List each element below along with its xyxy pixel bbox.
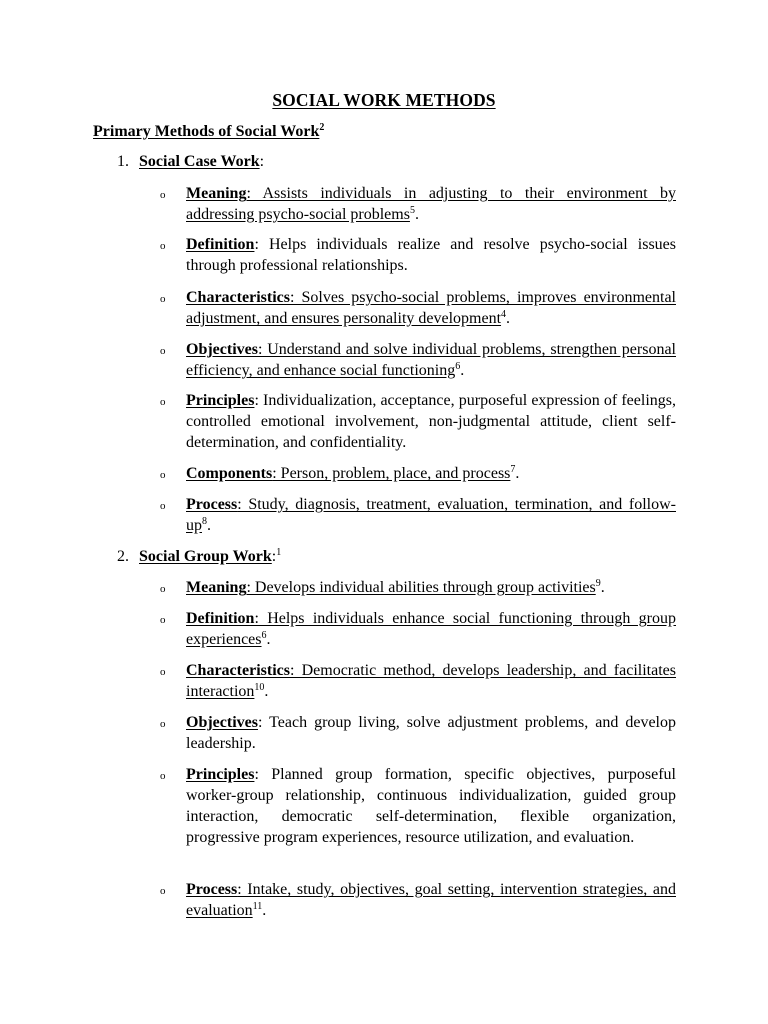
footnote-ref: 4 (501, 309, 507, 320)
footnote-ref: 5 (409, 205, 415, 216)
method-heading-2: 2. Social Group Work:$^1$ (117, 546, 281, 568)
list-item: o Principles: Planned group formation, specific objectives, purposeful worker-group relationship, continuous individualization, guided group interaction, democratic self-determination, flexible organization, progressive program experiences, resource utilization, and evaluation. (160, 766, 676, 846)
method-number: 1. (117, 153, 129, 170)
footnote-ref: 7 (510, 464, 516, 475)
bullet-marker: o (160, 614, 166, 626)
list-item: o Definition: Helps individuals realize and resolve psycho-social issues through professional relationships. (160, 236, 676, 274)
list-item: o Process: Study, diagnosis, treatment, evaluation, termination, and follow-$up^8$. (160, 496, 676, 534)
list-item: o Characteristics: Democratic method, develops leadership, and facilitates interaction$^{10}$. (160, 662, 676, 700)
footnote-ref: 2 (319, 122, 325, 133)
footnote-ref: 6 (261, 630, 267, 641)
list-item: o Components: Person, problem, place, and process$^7$. (160, 463, 676, 484)
footnote-ref: 11 (252, 901, 263, 912)
list-item: o Meaning: Develops individual abilities through group activities$^9$. (160, 577, 676, 598)
method-name: Social Case Work (139, 153, 260, 170)
footnote-ref: 6 (455, 361, 461, 372)
list-item: o Meaning: Assists individuals in adjusting to their environment by addressing psycho-social problems$^5$. (160, 185, 676, 223)
bullet-marker: o (160, 293, 166, 305)
bullet-marker: o (160, 189, 166, 201)
list-item: o Principles: Individualization, acceptance, purposeful expression of feelings, controlled emotional involvement, non-judgmental attitude, client self-determination, and confidentiality. (160, 392, 676, 451)
method-name: Social Group Work (139, 548, 272, 565)
bullet-marker: o (160, 345, 166, 357)
page-title: SOCIAL WORK METHODS (272, 90, 496, 110)
section-heading (93, 121, 324, 143)
list-item: o Objectives: Teach group living, solve adjustment problems, and develop leadership. (160, 714, 676, 752)
footnote-ref: 9 (595, 578, 601, 589)
method-heading-1: 1. Social Case Work: (117, 151, 264, 173)
bullet-marker: o (160, 469, 166, 481)
footnote-ref: 10 (254, 682, 265, 693)
section-heading-text: Primary Methods of Social Work (93, 123, 320, 140)
footnote-ref: 8 (202, 516, 207, 527)
list-item: o Objectives: Understand and solve individual problems, strengthen personal efficiency, and enhance social functioning$^6$. (160, 341, 676, 379)
list-item: o Definition: Helps individuals enhance social functioning through group experiences$^6$. (160, 610, 676, 648)
bullet-marker: o (160, 718, 166, 730)
list-item: o Process: Intake, study, objectives, goal setting, intervention strategies, and evaluation$^{11}$. (160, 881, 676, 919)
footnote-ref: 1 (276, 547, 282, 558)
bullet-marker: o (160, 885, 166, 897)
bullet-marker: o (160, 396, 166, 408)
bullet-marker: o (160, 240, 166, 252)
bullet-marker: o (160, 770, 166, 782)
bullet-marker: o (160, 500, 166, 512)
method-number: 2. (117, 548, 129, 565)
bullet-marker: o (160, 583, 166, 595)
bullet-marker: o (160, 666, 166, 678)
list-item: o Characteristics: Solves psycho-social problems, improves environmental adjustment, and ensures personality development$^4$. (160, 289, 676, 327)
